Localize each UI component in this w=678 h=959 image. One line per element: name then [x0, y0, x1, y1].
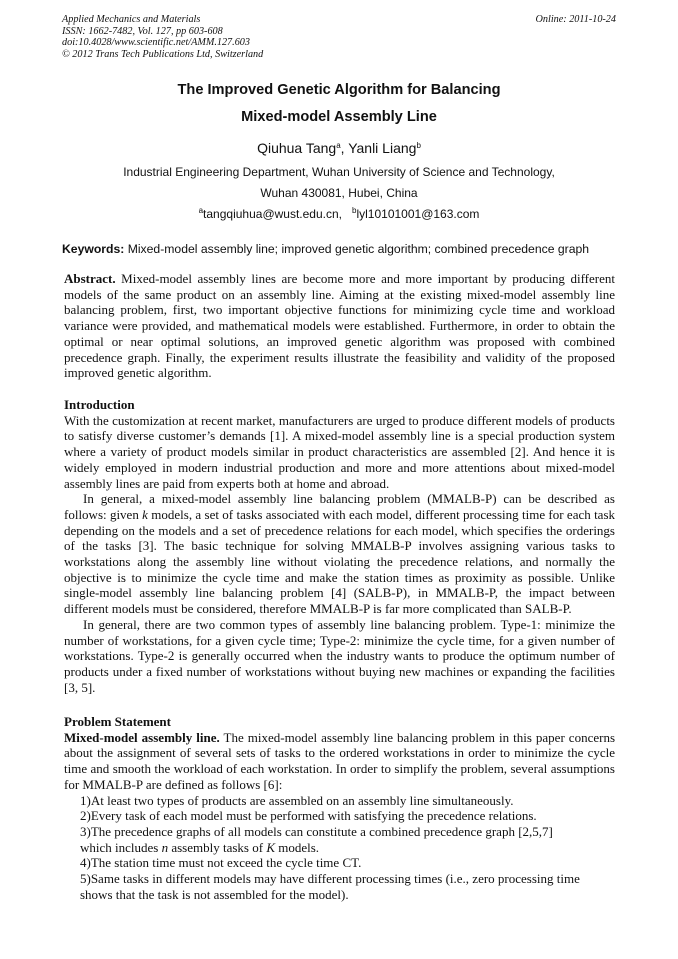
author-2-mark: b — [416, 141, 421, 150]
assumption-5-continued: shows that the task is not assembled for the model). — [80, 886, 349, 902]
copyright-line: © 2012 Trans Tech Publications Ltd, Switzerland — [62, 48, 264, 60]
keywords-text: Mixed-model assembly line; improved genetic algorithm; combined precedence graph — [124, 242, 590, 256]
assumption-3: 3)The precedence graphs of all models can constitute a combined precedence graph [2,5,7] — [80, 823, 553, 839]
author-1-mark: a — [336, 141, 341, 150]
assumption-4: 4)The station time must not exceed the cycle time CT. — [80, 855, 362, 871]
problem-statement-section — [64, 714, 615, 902]
authors — [62, 140, 616, 156]
introduction-heading: Introduction — [64, 397, 135, 412]
assumption-1: 1)At least two types of products are assembled on an assembly line simultaneously. — [80, 792, 514, 808]
intro-paragraph-1: With the customization at recent market, manufacturers are urged to produce different models of products to satisfy diverse customer’s demands [1]. A mixed-model assembly line is a special production system where a variety of product models similar in product characteristics are assembled [2]. And hence it is widely employed in modern industrial production and more and more attentions about mixed-model assembly lines are paid from experts both at home and abroad. — [64, 412, 615, 491]
doi-line: doi:10.4028/www.scientific.net/AMM.127.603 — [62, 37, 250, 49]
abstract — [64, 271, 615, 381]
assumption-2: 2)Every task of each model must be performed with satisfying the precedence relations. — [80, 808, 537, 824]
affiliation-line1: Industrial Engineering Department, Wuhan University of Science and Technology, — [123, 165, 555, 179]
paper-title-line1: The Improved Genetic Algorithm for Balancing — [177, 82, 501, 98]
assumption-5: 5)Same tasks in different models may have different processing times (i.e., zero processing time — [80, 871, 580, 887]
keywords — [62, 242, 622, 256]
keywords-label: Keywords: — [62, 242, 125, 256]
author-2: Yanli Liang — [348, 140, 417, 156]
problem-paragraph-1: Mixed-model assembly line. The mixed-model assembly line balancing problem in this paper concerns about the assignment of several sets of tasks to the ordered workstations in order to minimize the cycle time and smooth the workload of each workstation. In order to simplify the problem, several assumptions for MMALB-P are defined as follows [6]: — [64, 729, 615, 792]
assumption-3-continued: which includes n assembly tasks of K models. — [80, 839, 320, 855]
introduction-section — [64, 397, 615, 695]
author-separator: , — [340, 140, 349, 156]
abstract-label: Abstract. — [64, 271, 116, 286]
abstract-text: Mixed-model assembly lines are become more and more important by producing different models of the same product on an assembly line. Aiming at the existing mixed-model assembly line balancing problem, first, two important objective functions for minimizing cycle time and workload variance were provided, and mathematical models were established. Furthermore, in order to obtain the optimal or near optimal solutions, an improved genetic algorithm was proposed with combined precedence graph. Finally, the experiment results illustrate the feasibility and validity of the proposed improved genetic algorithm. — [64, 271, 615, 381]
email-a-mark: a — [198, 206, 204, 215]
paper-title-line2: Mixed-model Assembly Line — [241, 109, 437, 125]
journal-name: Applied Mechanics and Materials — [62, 14, 201, 25]
online-date: Online: 2011-10-24 — [535, 14, 616, 25]
affiliation-line2: Wuhan 430081, Hubei, China — [260, 186, 418, 200]
journal-header — [62, 14, 616, 60]
email-b-mark: b — [352, 206, 357, 215]
issn-line: ISSN: 1662-7482, Vol. 127, pp 603-608 — [62, 25, 223, 37]
intro-paragraph-2: In general, a mixed-model assembly line balancing problem (MMALB-P) can be described as follows: given k models, a set of tasks associated with each model, different processing time for each task depending on the models and a set of precedence relations for each model, which specifies the orderings of the tasks [3]. The basic technique for solving MMALB-P involves assigning various tasks to workstations along the assembly line without violating the precedence relations, and normally the objective is to minimize the cycle time and make the station times as proximity as possible. Unlike single-model assembly line balancing problem [4] (SALB-P), in MMALB-P, the impact between different models must be considered, therefore MMALB-P is far more complicated than SALB-P. — [64, 491, 616, 617]
author-emails — [62, 207, 616, 221]
email-b: lyl10101001@163.com — [356, 207, 480, 221]
problem-statement-heading: Problem Statement — [64, 714, 171, 729]
email-a: tangqiuhua@wust.edu.cn, — [203, 207, 342, 221]
intro-paragraph-3: In general, there are two common types of assembly line balancing problem. Type-1: minimize the number of workstations, for a given cycle time; Type-2: minimize the cycle time, for a given number of workstations. Type-2 is generally occurred when the industry wants to produce the optimum number of products under a fixed number of workstations without buying new machines or expanding the facilities [3, 5]. — [64, 616, 615, 695]
author-1: Qiuhua Tang — [257, 140, 337, 156]
